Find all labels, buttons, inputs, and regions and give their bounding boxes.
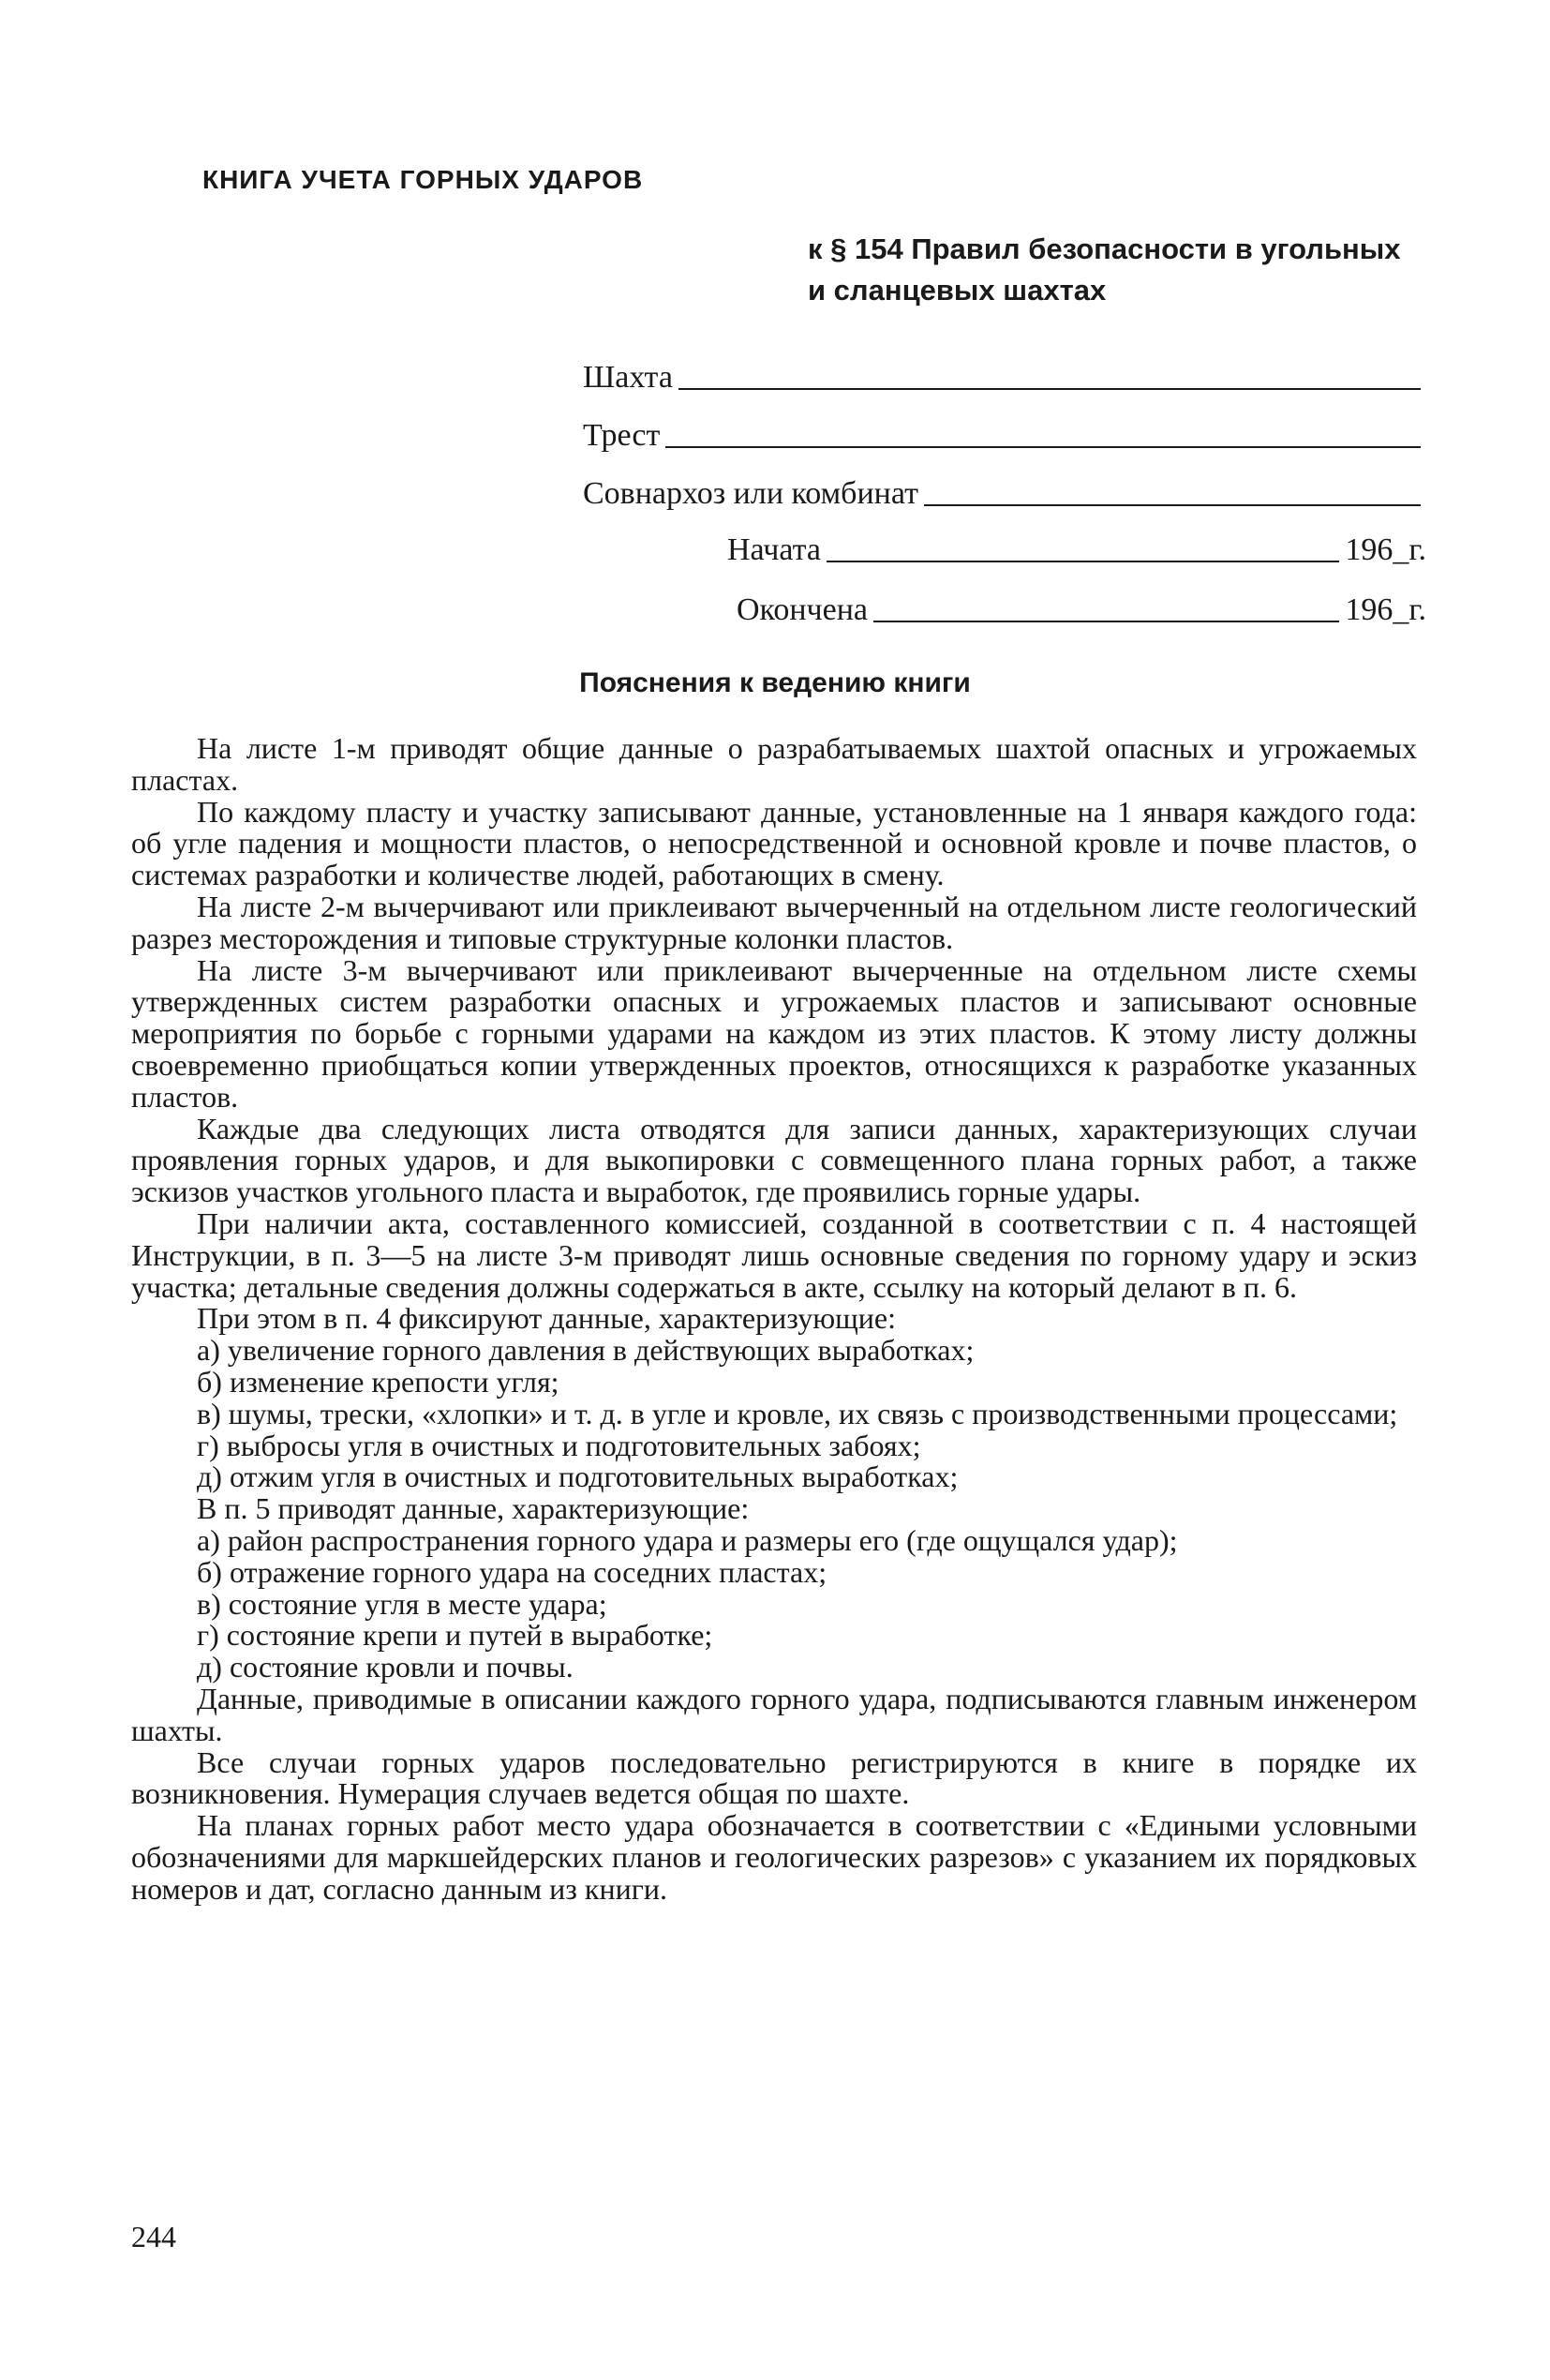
field-okonchena-year: 196_г. xyxy=(1345,592,1426,627)
paragraph: В п. 5 приводят данные, характеризующие: xyxy=(197,1491,750,1526)
list-item: д) отжим угля в очистных и подготовительных выработках; xyxy=(197,1459,959,1494)
field-nachata-label: Начата xyxy=(727,532,821,567)
field-shakhta xyxy=(583,356,1426,396)
paragraph: При этом в п. 4 фиксируют данные, характеризующие: xyxy=(197,1301,896,1336)
page-number: 244 xyxy=(131,2220,176,2253)
list-item: г) выбросы угля в очистных и подготовительных забоях; xyxy=(197,1428,921,1462)
field-okonchena xyxy=(737,589,1426,628)
body-text xyxy=(131,733,1417,1905)
field-okonchena-label: Окончена xyxy=(737,592,869,627)
list-item: г) состояние крепи и путей в выработке; xyxy=(197,1618,713,1653)
paragraph: Все случаи горных ударов последовательно регистрируются в книге в порядке их возникновения. Нумерация случаев ведется общая по шахте. xyxy=(131,1744,1417,1811)
list-item: в) состояние угля в месте удара; xyxy=(197,1586,607,1621)
field-nachata-line xyxy=(827,561,1339,562)
field-shakhta-line xyxy=(678,388,1421,390)
paragraph: При наличии акта, составленного комиссией, созданной в соответствии с п. 4 настоящей Инструкции, в п. 3—5 на листе 3-м приводят лишь основные сведения по горному удару и эскиз участка; детальные сведения должны содержаться в акте, ссылку на который делают в п. 6. xyxy=(131,1205,1417,1304)
field-nachata-year: 196_г. xyxy=(1345,532,1426,567)
field-trest-line xyxy=(665,446,1421,448)
field-trest-label: Трест xyxy=(583,418,661,453)
paragraph: На планах горных работ место удара обозначается в соответствии с «Едиными условными обозначениями для маркшейдерских планов и геологических разрезов» с указанием их порядковых номеров и дат, согласно данным из книги. xyxy=(131,1808,1417,1906)
section-heading: Пояснения к ведению книги xyxy=(579,667,971,698)
document-title: КНИГА УЧЕТА ГОРНЫХ УДАРОВ xyxy=(202,165,644,194)
field-shakhta-label: Шахта xyxy=(583,360,673,395)
paragraph: Каждые два следующих листа отводятся для записи данных, характеризующих случаи проявления горных ударов, и для выкопировки с совмещенного плана горных работ, а также эскизов участков угольного пласта и выработок, где проявились горные удары. xyxy=(131,1111,1417,1209)
paragraph: На листе 3-м вычерчивают или приклеивают вычерченные на отдельном листе схемы утвержденных систем разработки опасных и угрожаемых пластов и записывают основные мероприятия по борьбе с горными ударами на каждом из этих пластов. К этому листу должны своевременно приобщаться копии утвержденных проектов, относящихся к разработке указанных пластов. xyxy=(131,952,1417,1114)
document-subtitle: к § 154 Правил безопасности в угольных и сланцевых шахтах xyxy=(808,232,1401,307)
field-sovnarkhoz-line xyxy=(924,504,1421,506)
paragraph: Данные, приводимые в описании каждого горного удара, подписываются главным инженером шахты. xyxy=(131,1681,1417,1747)
list-item: в) шумы, трески, «хлопки» и т. д. в угле и кровле, их связь с производственными процессами; xyxy=(197,1396,1398,1430)
list-item: б) отражение горного удара на соседних пластах; xyxy=(197,1554,827,1589)
list-item: а) увеличение горного давления в действующих выработках; xyxy=(197,1333,975,1368)
list-item: а) район распространения горного удара и размеры его (где ощущался удар); xyxy=(197,1522,1178,1557)
field-sovnarkhoz-label: Совнархоз или комбинат xyxy=(583,476,918,511)
field-nachata xyxy=(727,529,1426,568)
list-item: б) изменение крепости угля; xyxy=(197,1364,559,1399)
list-item: д) состояние кровли и почвы. xyxy=(197,1650,574,1684)
paragraph: По каждому пласту и участку записывают данные, установленные на 1 января каждого года: об угле падения и мощности пластов, о непосредственной и основной кровле и почве пластов, о системах разработки и количестве людей, работающих в смену. xyxy=(131,794,1417,892)
paragraph: На листе 2-м вычерчивают или приклеивают вычерченный на отдельном листе геологический разрез месторождения и типовые структурные колонки пластов. xyxy=(131,889,1417,955)
field-sovnarkhoz xyxy=(583,472,1426,512)
field-okonchena-line xyxy=(873,621,1339,622)
field-trest xyxy=(583,414,1426,454)
paragraph: На листе 1-м приводят общие данные о разрабатываемых шахтой опасных и угрожаемых пластах. xyxy=(131,731,1417,797)
